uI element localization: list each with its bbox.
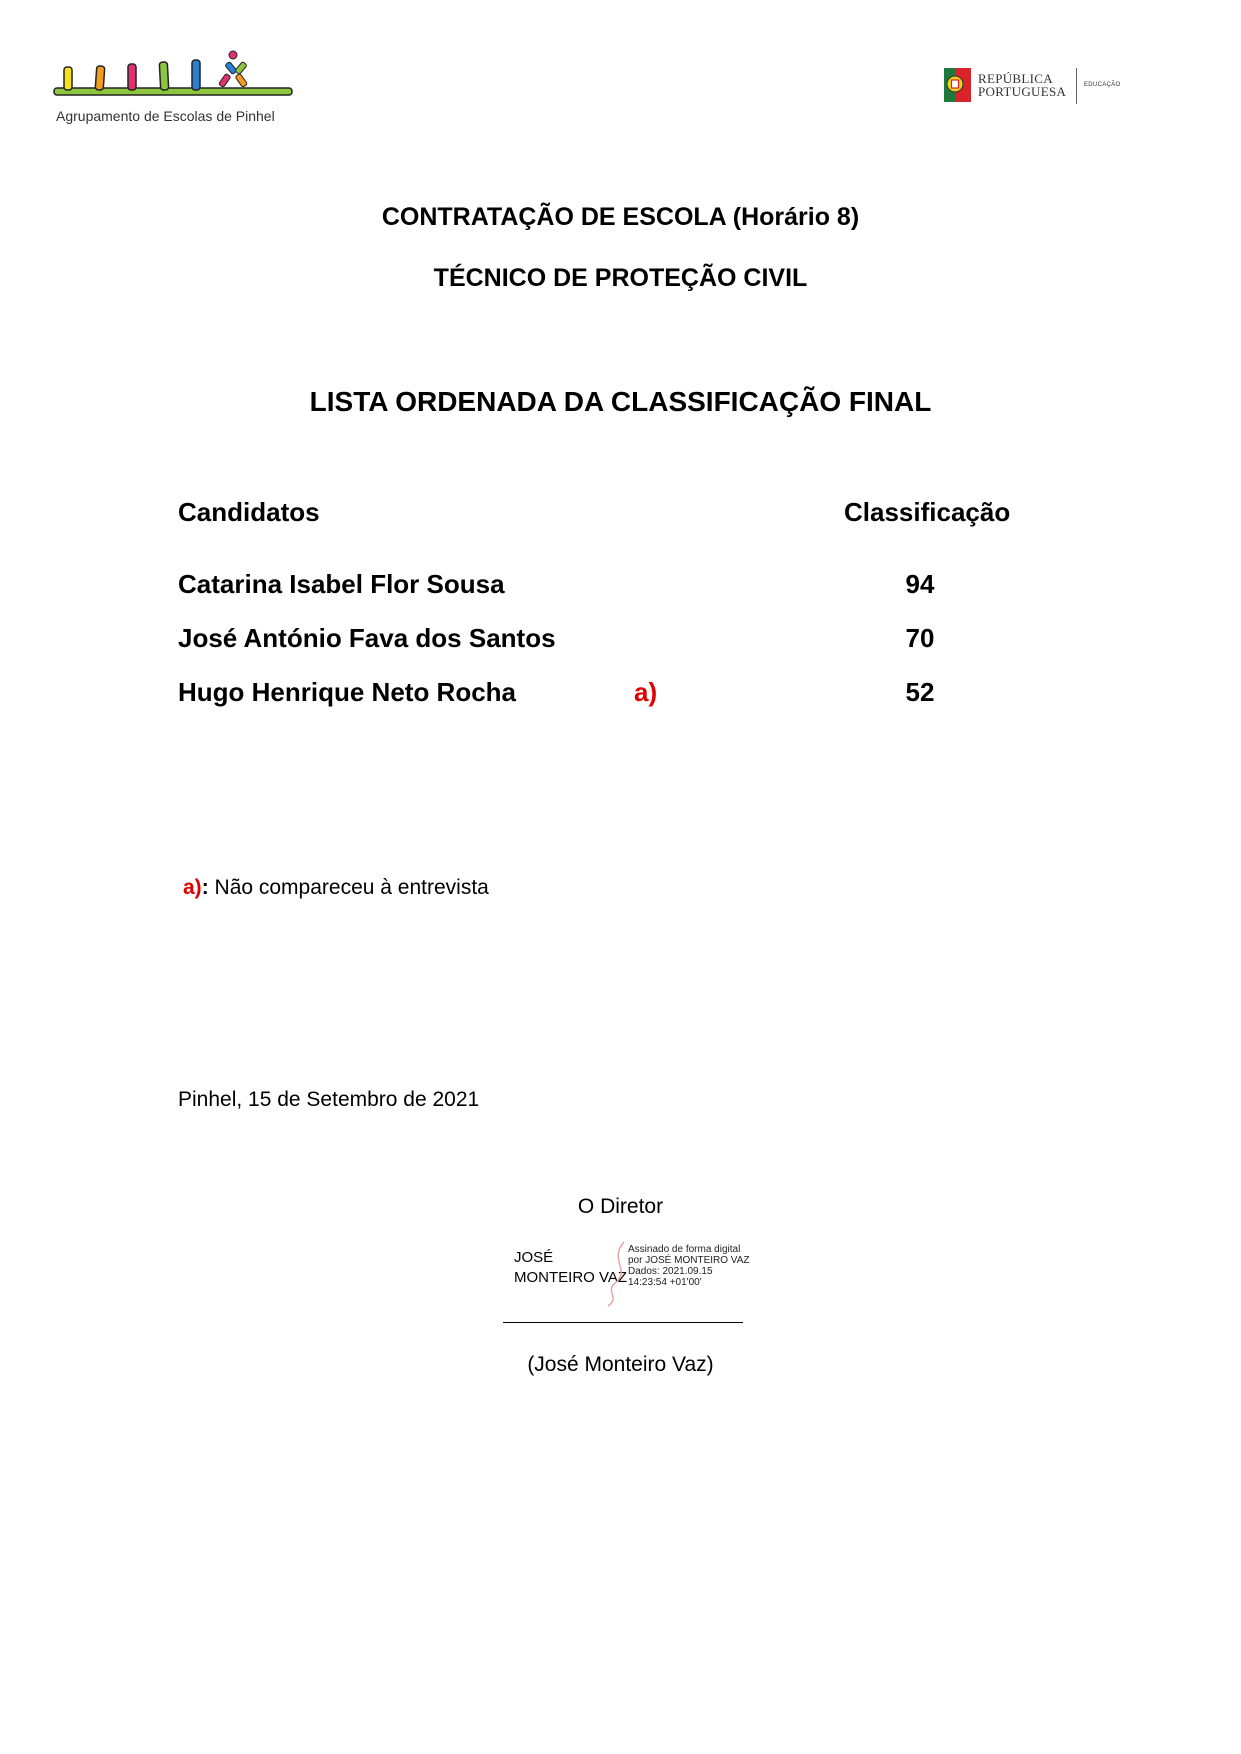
doc-title-line1: CONTRATAÇÃO DE ESCOLA (Horário 8) [381, 203, 860, 231]
footnote-mark: a) [183, 876, 202, 899]
candidate-name: José António Fava dos Santos [178, 623, 556, 653]
signer-printed-name: (José Monteiro Vaz) [527, 1353, 714, 1376]
place-date: Pinhel, 15 de Setembro de 2021 [178, 1088, 480, 1111]
candidate-name: Hugo Henrique Neto Rocha [178, 677, 517, 707]
school-logo [52, 50, 302, 130]
candidate-score: 70 [905, 623, 935, 653]
portugal-emblem-icon [942, 66, 974, 106]
candidate-score: 52 [905, 677, 935, 707]
signer-role: O Diretor [577, 1195, 664, 1218]
doc-title-line2: TÉCNICO DE PROTEÇÃO CIVIL [433, 264, 808, 292]
candidate-name: Catarina Isabel Flor Sousa [178, 569, 505, 599]
footnote-colon: : [201, 876, 209, 899]
gov-logo-dept: EDUCAÇÃO [1084, 82, 1121, 88]
candidate-note-mark: a) [634, 677, 658, 707]
digital-signature [514, 1240, 754, 1310]
footnote-text: Não compareceu à entrevista [208, 876, 489, 899]
school-logo-caption: Agrupamento de Escolas de Pinhel [56, 108, 275, 124]
footnote [183, 876, 489, 900]
school-logo-figures-icon [52, 50, 302, 110]
signature-line [503, 1322, 743, 1323]
signer-name-block: JOSÉ MONTEIRO VAZ [514, 1249, 628, 1286]
gov-logo-text: REPÚBLICA PORTUGUESA [978, 71, 1067, 99]
col-candidates-header: Candidatos [178, 497, 320, 527]
gov-logo [942, 64, 1142, 108]
candidate-score: 94 [905, 569, 935, 599]
col-score-header: Classificação [844, 497, 1011, 527]
gov-logo-divider [1076, 68, 1077, 104]
signature-stamp: Assinado de forma digital por JOSÉ MONTEIRO VAZ Dados: 2021.09.15 14:23:54 +01'00' [628, 1244, 750, 1288]
list-title: LISTA ORDENADA DA CLASSIFICAÇÃO FINAL [309, 386, 932, 417]
